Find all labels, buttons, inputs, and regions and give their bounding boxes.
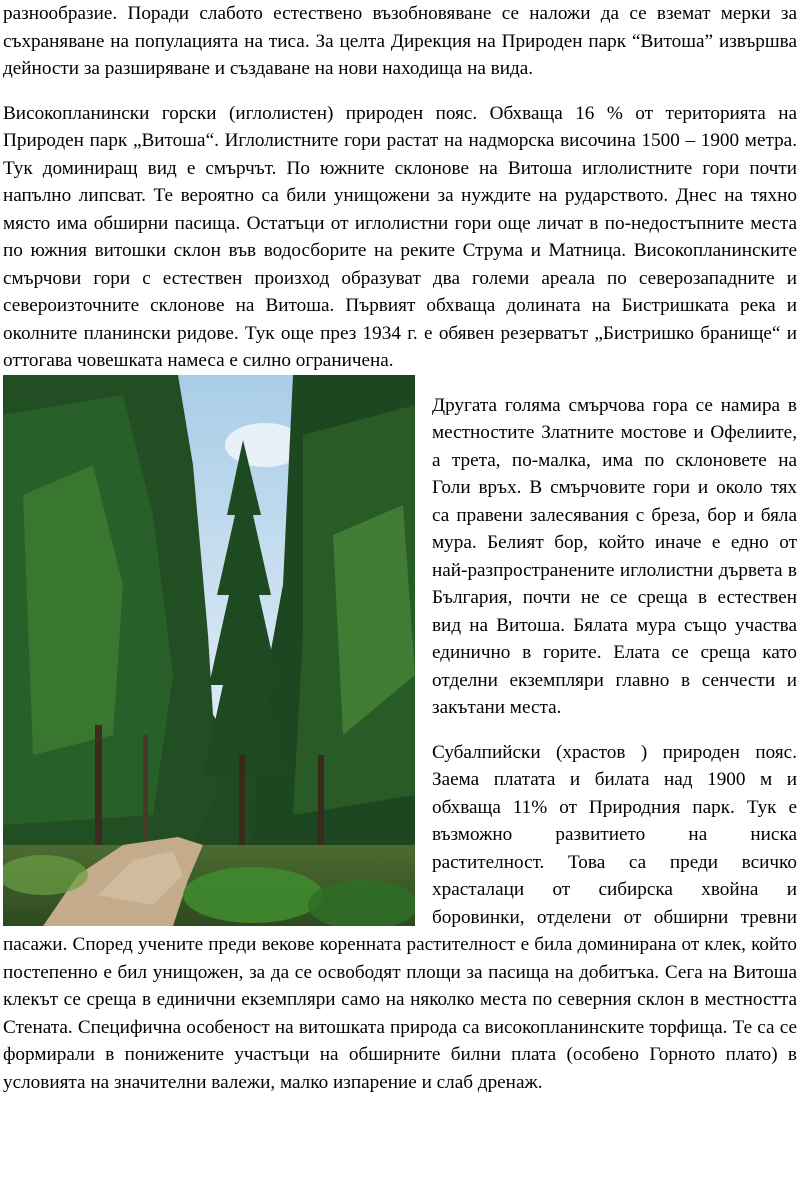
document-page	[3, 0, 797, 1096]
paragraph-coniferous-belt: Високопланински горски (иглолистен) природен пояс. Обхваща 16 % от територията на Природен парк „Витоша“. Иглолистните гори растат на надморска височина 1500 – 1900 метра. Тук доминиращ вид е смърчът. По южните склонове на Витоша иглолистните гори почти напълно липсват. Те вероятно са били унищожени за нуждите на рударството. Днес на тяхно място има обширни пасища. Остатъци от иглолистни гори още личат в по-недостъпните места по южния витошки склон във водосборите на реките Струма и Матница. Високопланинските смърчови гори с естествен произход образуват два големи ареала по северозападните и североизточните склонове на Витоша. Първият обхваща долината на Бистришката река и околните планински ридове. Тук още през 1934 г. е обявен резерватът „Бистришко бранище“ и оттогава човешката намеса е силно ограничена.	[3, 102, 797, 371]
paragraph-yew-conservation: разнообразие. Поради слабото естествено възобновяване се наложи да се вземат мерки за съхраняване на популацията на тиса. За целта Дирекция на Природен парк “Витоша” извършва дейности за разширяване и създаване на нови находища на вида.	[3, 3, 797, 79]
paragraph-subalpine-belt: Субалпийски (храстов ) природен пояс. Заема платата и билата над 1900 м и обхваща 11% от Природния парк. Тук е възможно развитието на ниска растителност. Това са преди всичко храсталаци от сибирска хвойна и боровинки, отделени от обширни тревни пасажи. Според учените преди векове коренната растителност е била доминирана от клек, който постепенно е бил унищожен, за да се освободят площи за пасища на добитъка. Сега на Витоша клекът се среща в единични екземпляри само на няколко места по северния склон в местността Стената. Специфична особеност на витошката природа са високопланинските торфища. Те са се формирали в понижените участъци на обширните билни плата (особено Горното плато) в условията на значителни валежи, малко изпарение и слаб дренаж.	[3, 741, 797, 1093]
spruce-forest-photo	[3, 375, 415, 926]
paragraph-spruce-forests: Другата голяма смърчова гора се намира в местностите Златните мостове и Офелиите, а трета, по-малка, има по склоновете на Голи връх. В смърчовите гори и около тях са правени залесявания с бреза, бор и бяла мура. Белият бор, който иначе е едно от най-разпространените иглолистни дървета в България, почти не се среща в естествен вид на Витоша. Бялата мура също участва единично в горите. Елата се среща като отделни екземпляри главно в сенчести и закътани места.	[432, 394, 797, 718]
